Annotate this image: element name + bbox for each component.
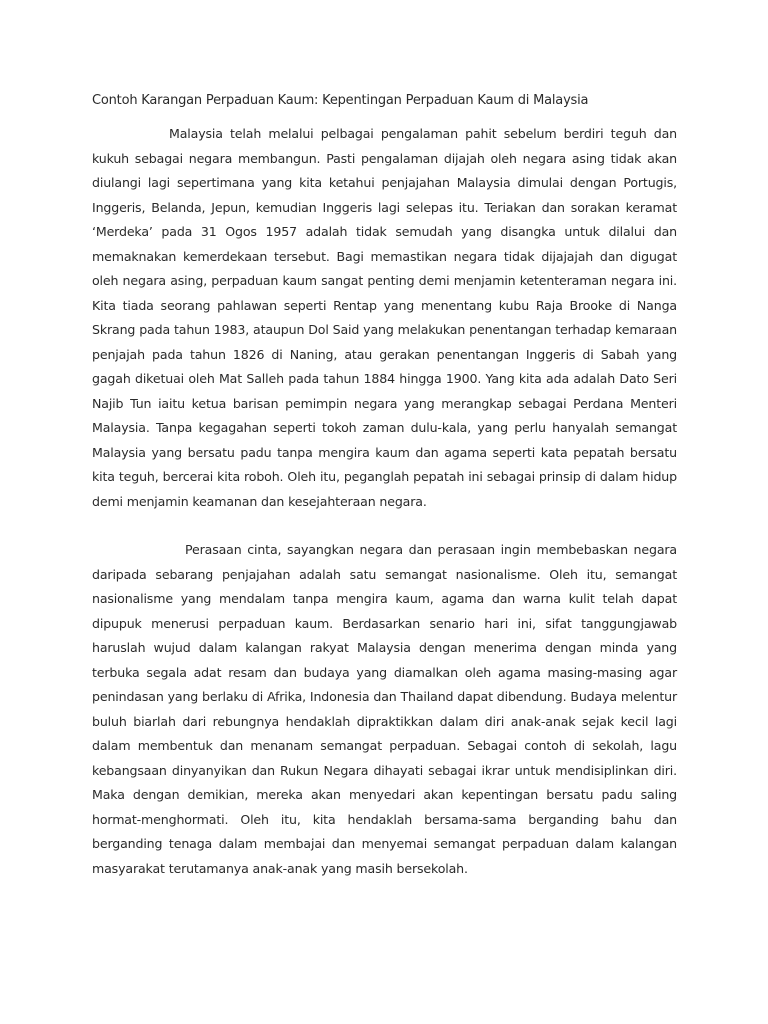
paragraph-2: Perasaan cinta, sayangkan negara dan perasaan ingin membebaskan negara daripada sebarang penjajahan adalah satu semangat nasionalisme. Oleh itu, semangat nasionalisme yang mendalam tanpa mengira kaum, agama dan warna kulit telah dapat dipupuk menerusi perpaduan kaum. Berdasarkan senario hari ini, sifat tanggungjawab haruslah wujud dalam kalangan rakyat Malaysia dengan menerima dengan minda yang terbuka segala adat resam dan budaya yang diamalkan oleh agama masing-masing agar penindasan yang berlaku di Afrika, Indonesia dan Thailand dapat dibendung. Budaya melentur buluh biarlah dari rebungnya hendaklah dipraktikkan dalam diri anak-anak sejak kecil lagi dalam membentuk dan menanam semangat perpaduan. Sebagai contoh di sekolah, lagu kebangsaan dinyanyikan dan Rukun Negara dihayati sebagai ikrar untuk mendisiplinkan diri. Maka dengan demikian, mereka akan menyedari akan kepentingan bersatu padu saling hormat-menghormati. Oleh itu, kita hendaklah bersama-sama berganding bahu dan berganding tenaga dalam membajai dan menyemai semangat perpaduan dalam kalangan masyarakat terutamanya anak-anak yang masih bersekolah. xyxy=(92,542,677,876)
document-page xyxy=(92,91,677,881)
paragraph-1: Malaysia telah melalui pelbagai pengalaman pahit sebelum berdiri teguh dan kukuh sebagai negara membangun. Pasti pengalaman dijajah oleh negara asing tidak akan diulangi lagi sepertimana yang kita ketahui penjajahan Malaysia dimulai dengan Portugis, Inggeris, Belanda, Jepun, kemudian Inggeris lagi selepas itu. Teriakan dan sorakan keramat ‘Merdeka’ pada 31 Ogos 1957 adalah tidak semudah yang disangka untuk dilalui dan memaknakan kemerdekaan tersebut. Bagi memastikan negara tidak dijajajah dan digugat oleh negara asing, perpaduan kaum sangat penting demi menjamin ketenteraman negara ini. Kita tiada seorang pahlawan seperti Rentap yang menentang kubu Raja Brooke di Nanga Skrang pada tahun 1983, ataupun Dol Said yang melakukan penentangan terhadap kemaraan penjajah pada tahun 1826 di Naning, atau gerakan penentangan Inggeris di Sabah yang gagah diketuai oleh Mat Salleh pada tahun 1884 hingga 1900. Yang kita ada adalah Dato Seri Najib Tun iaitu ketua barisan pemimpin negara yang merangkap sebagai Perdana Menteri Malaysia. Tanpa kegagahan seperti tokoh zaman dulu-kala, yang perlu hanyalah semangat Malaysia yang bersatu padu tanpa mengira kaum dan agama seperti kata pepatah bersatu kita teguh, bercerai kita roboh. Oleh itu, peganglah pepatah ini sebagai prinsip di dalam hidup demi menjamin keamanan dan kesejahteraan negara. xyxy=(92,126,677,509)
document-title: Contoh Karangan Perpaduan Kaum: Kepentingan Perpaduan Kaum di Malaysia xyxy=(92,93,589,108)
